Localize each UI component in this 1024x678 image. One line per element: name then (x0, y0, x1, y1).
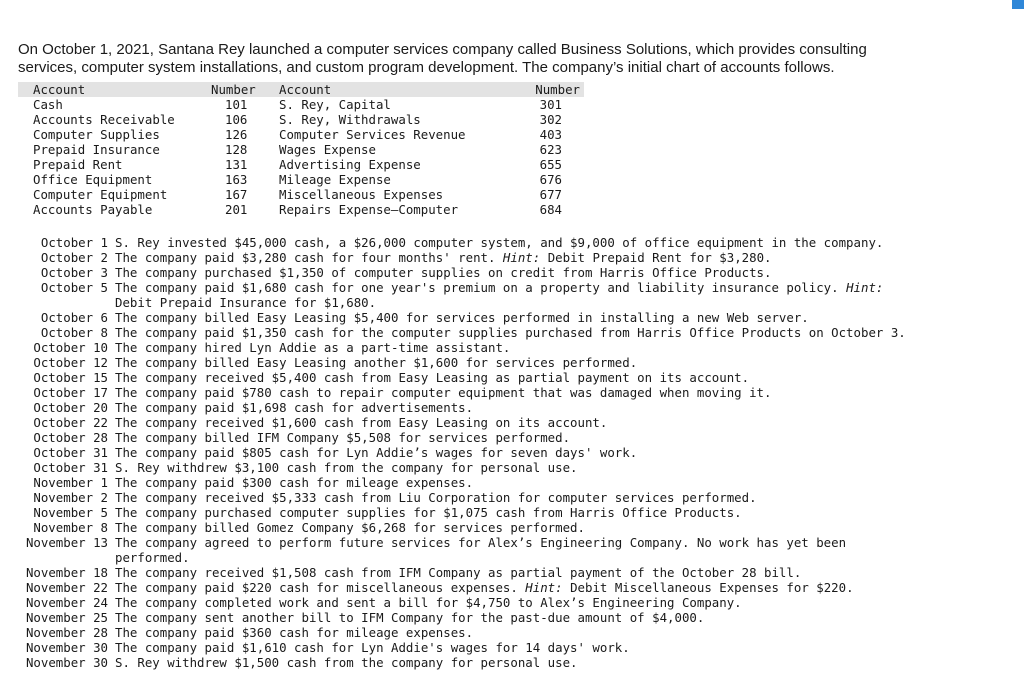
transaction-date: November 25 (25, 610, 108, 625)
account-number-cell: 302 (539, 112, 562, 127)
column-header-account: Account (279, 82, 332, 97)
transaction-description (115, 475, 1015, 490)
transaction-description (115, 580, 1015, 595)
account-name-cell: S. Rey, Capital (279, 97, 391, 112)
transaction-item (18, 415, 1015, 430)
account-number-cell: 623 (539, 142, 562, 157)
transaction-text: The company billed Easy Leasing $5,400 for services performed in installing a new Web server. (115, 310, 809, 325)
transaction-text: The company paid $1,698 cash for advertisements. (115, 400, 474, 415)
transaction-date: October 1 (40, 235, 108, 250)
transaction-text: The company received $5,333 cash from Liu Corporation for computer services performed. (115, 490, 757, 505)
transaction-date: November 30 (25, 655, 108, 670)
transaction-text: The company paid $805 cash for Lyn Addie’s wages for seven days' work. (115, 445, 638, 460)
transaction-date: October 22 (33, 415, 108, 430)
hint-text: Debit Prepaid Rent for $3,280. (540, 250, 772, 265)
account-number-cell: 676 (539, 172, 562, 187)
transaction-description (115, 310, 1015, 325)
transaction-text: The company billed Gomez Company $6,268 for services performed. (115, 520, 585, 535)
transaction-item (18, 610, 1015, 625)
account-number-cell: 655 (539, 157, 562, 172)
transaction-date: October 31 (33, 445, 108, 460)
hint-label: Hint: (525, 580, 563, 595)
table-row (18, 172, 584, 187)
transaction-item (18, 280, 1015, 310)
transaction-description (115, 505, 1015, 520)
transaction-date: November 5 (33, 505, 108, 520)
table-row (18, 187, 584, 202)
account-number-cell: 677 (539, 187, 562, 202)
transaction-item (18, 355, 1015, 370)
transaction-text: The company billed IFM Company $5,508 for services performed. (115, 430, 571, 445)
account-name-cell: Repairs Expense—Computer (279, 202, 459, 217)
transaction-description (115, 460, 1015, 475)
transaction-item (18, 370, 1015, 385)
account-name-cell: Wages Expense (279, 142, 376, 157)
transaction-item (18, 445, 1015, 460)
transaction-text: The company paid $1,610 cash for Lyn Addie's wages for 14 days' work. (115, 640, 630, 655)
transaction-item (18, 265, 1015, 280)
transaction-item (18, 565, 1015, 580)
transaction-text: The company paid $300 cash for mileage expenses. (115, 475, 474, 490)
transaction-description (115, 400, 1015, 415)
transaction-date: November 1 (33, 475, 108, 490)
transaction-item (18, 490, 1015, 505)
transaction-date: October 5 (40, 280, 108, 295)
account-number-cell: 126 (225, 127, 248, 142)
transaction-item (18, 595, 1015, 610)
chart-of-accounts-table (18, 82, 584, 217)
table-row (18, 142, 584, 157)
corner-tab (1012, 0, 1024, 9)
account-number-cell: 403 (539, 127, 562, 142)
transaction-description (115, 415, 1015, 430)
column-header-number: Number (211, 82, 256, 97)
transaction-date: November 28 (25, 625, 108, 640)
transaction-description (115, 355, 1015, 370)
account-name-cell: Computer Equipment (33, 187, 168, 202)
account-number-cell: 163 (225, 172, 248, 187)
transaction-text: The company paid $1,350 cash for the computer supplies purchased from Harris Office Products on October 3. (115, 325, 906, 340)
account-number-cell: 106 (225, 112, 248, 127)
table-row (18, 202, 584, 217)
transaction-description (115, 235, 1015, 250)
transaction-item (18, 535, 1015, 565)
transaction-item (18, 655, 1015, 670)
transaction-date: November 30 (25, 640, 108, 655)
transaction-date: October 31 (33, 460, 108, 475)
account-name-cell: Computer Services Revenue (279, 127, 466, 142)
transaction-text: S. Rey withdrew $3,100 cash from the company for personal use. (115, 460, 578, 475)
transaction-text: The company paid $220 cash for miscellaneous expenses. (115, 580, 526, 595)
transaction-date: November 24 (25, 595, 108, 610)
transaction-date: October 15 (33, 370, 108, 385)
transaction-text: The company received $1,600 cash from Easy Leasing on its account. (115, 415, 608, 430)
account-name-cell: Accounts Payable (33, 202, 153, 217)
transaction-item (18, 580, 1015, 595)
transaction-item (18, 385, 1015, 400)
account-number-cell: 101 (225, 97, 248, 112)
account-name-cell: Prepaid Rent (33, 157, 123, 172)
transaction-description (115, 640, 1015, 655)
transaction-text: S. Rey invested $45,000 cash, a $26,000 computer system, and $9,000 of office equipment in the company. (115, 235, 884, 250)
transaction-text: The company sent another bill to IFM Company for the past-due amount of $4,000. (115, 610, 705, 625)
transaction-item (18, 505, 1015, 520)
table-header-row (18, 82, 584, 97)
hint-label: Hint: (846, 280, 884, 295)
transaction-item (18, 460, 1015, 475)
transaction-text: The company completed work and sent a bill for $4,750 to Alex’s Engineering Company. (115, 595, 742, 610)
transaction-description (115, 280, 1015, 310)
hint-label: Hint: (502, 250, 541, 265)
table-row (18, 157, 584, 172)
hint-text: Debit Miscellaneous Expenses for $220. (562, 580, 854, 595)
transaction-text: The company paid $1,680 cash for one year's premium on a property and liability insurance policy. (115, 280, 847, 295)
transaction-text: The company purchased $1,350 of computer supplies on credit from Harris Office Products. (115, 265, 772, 280)
transaction-description (115, 370, 1015, 385)
transaction-item (18, 520, 1015, 535)
transaction-description (115, 430, 1015, 445)
transaction-description (115, 565, 1015, 580)
transaction-item (18, 340, 1015, 355)
transaction-description (115, 325, 1015, 340)
transaction-text: S. Rey withdrew $1,500 cash from the company for personal use. (115, 655, 578, 670)
transaction-text: The company hired Lyn Addie as a part-time assistant. (115, 340, 511, 355)
transaction-item (18, 325, 1015, 340)
transaction-description (115, 490, 1015, 505)
transaction-description (115, 595, 1015, 610)
transaction-description (115, 655, 1015, 670)
account-name-cell: Mileage Expense (279, 172, 391, 187)
transaction-item (18, 250, 1015, 265)
transaction-description (115, 250, 1015, 265)
transaction-description (115, 520, 1015, 535)
account-name-cell: Computer Supplies (33, 127, 160, 142)
transaction-date: November 22 (25, 580, 108, 595)
transaction-date: October 3 (40, 265, 108, 280)
account-number-cell: 201 (225, 202, 248, 217)
account-name-cell: Accounts Receivable (33, 112, 175, 127)
transaction-list (18, 235, 1015, 670)
account-name-cell: Prepaid Insurance (33, 142, 160, 157)
transaction-item (18, 235, 1015, 250)
transaction-text: The company agreed to perform future services for Alex’s Engineering Company. No work has yet been performed. (115, 535, 847, 565)
transaction-description (115, 385, 1015, 400)
transaction-date: October 10 (33, 340, 108, 355)
account-name-cell: Office Equipment (33, 172, 153, 187)
transaction-date: November 2 (33, 490, 108, 505)
hint-text: Debit Prepaid Insurance for $1,680. (115, 295, 377, 310)
account-name-cell: S. Rey, Withdrawals (279, 112, 421, 127)
table-row (18, 112, 584, 127)
transaction-description (115, 535, 1015, 565)
transaction-item (18, 475, 1015, 490)
transaction-date: October 17 (33, 385, 108, 400)
transaction-description (115, 445, 1015, 460)
transaction-date: October 28 (33, 430, 108, 445)
transaction-date: November 18 (25, 565, 108, 580)
transaction-description (115, 625, 1015, 640)
transaction-description (115, 265, 1015, 280)
transaction-text: The company received $1,508 cash from IFM Company as partial payment of the October 28 bill. (115, 565, 802, 580)
account-name-cell: Cash (33, 97, 63, 112)
account-number-cell: 128 (225, 142, 248, 157)
column-header-account: Account (33, 82, 86, 97)
transaction-text: The company paid $360 cash for mileage expenses. (115, 625, 474, 640)
column-header-number: Number (535, 82, 580, 97)
account-name-cell: Advertising Expense (279, 157, 421, 172)
account-number-cell: 684 (539, 202, 562, 217)
transaction-date: October 20 (33, 400, 108, 415)
account-name-cell: Miscellaneous Expenses (279, 187, 444, 202)
transaction-date: October 6 (40, 310, 108, 325)
transaction-item (18, 625, 1015, 640)
transaction-date: October 2 (40, 250, 108, 265)
table-row (18, 97, 584, 112)
transaction-item (18, 640, 1015, 655)
transaction-item (18, 400, 1015, 415)
transaction-text: The company received $5,400 cash from Easy Leasing as partial payment on its account. (115, 370, 750, 385)
transaction-item (18, 430, 1015, 445)
transaction-text: The company paid $780 cash to repair computer equipment that was damaged when moving it. (115, 385, 772, 400)
transaction-text: The company billed Easy Leasing another $1,600 for services performed. (115, 355, 638, 370)
transaction-date: November 13 (25, 535, 108, 550)
problem-intro: On October 1, 2021, Santana Rey launched a computer services company called Business Solutions, which provides consulting services, computer system installations, and custom program development. The company’s initial chart of accounts follows. (18, 41, 867, 76)
account-number-cell: 301 (539, 97, 562, 112)
transaction-date: November 8 (33, 520, 108, 535)
transaction-item (18, 310, 1015, 325)
transaction-description (115, 340, 1015, 355)
transaction-date: October 8 (40, 325, 108, 340)
transaction-text: The company purchased computer supplies for $1,075 cash from Harris Office Products. (115, 505, 742, 520)
table-row (18, 127, 584, 142)
transaction-description (115, 610, 1015, 625)
account-number-cell: 131 (225, 157, 248, 172)
transaction-text: The company paid $3,280 cash for four months' rent. (115, 250, 503, 265)
transaction-date: October 12 (33, 355, 108, 370)
account-number-cell: 167 (225, 187, 248, 202)
